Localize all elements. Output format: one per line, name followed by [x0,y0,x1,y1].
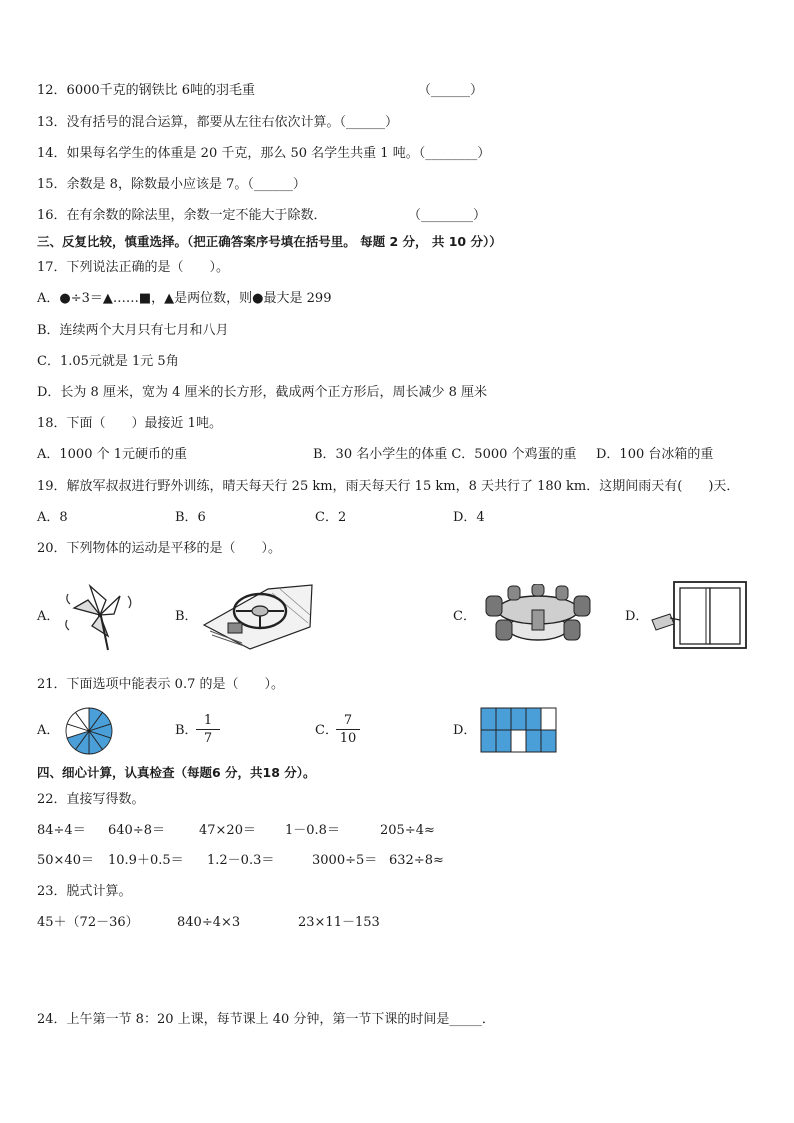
q17-stem: 17．下列说法正确的是（ ）。 [37,260,230,275]
grid-cell [481,730,496,752]
carousel-icon[interactable] [478,584,600,648]
q22-item[interactable]: 205÷4≈ [380,823,435,838]
q23-stem: 23．脱式计算。 [37,884,132,899]
q18-option-bc[interactable]: B．30 名小学生的体重 C．5000 个鸡蛋的重 [313,447,577,462]
q18-option-d[interactable]: D．100 台冰箱的重 [596,447,714,462]
q23-item[interactable]: 840÷4×3 [177,915,241,930]
q20-option-a-label[interactable]: A． [37,609,60,624]
q22-item[interactable]: 640÷8＝ [108,823,165,838]
steering-wheel-icon[interactable] [202,583,314,651]
q14-text: 14．如果每名学生的体重是 20 千克，那么 50 名学生共重 1 吨。（________） [37,146,491,161]
q12-text: 12．6000千克的钢铁比 6吨的羽毛重 [37,83,256,98]
q21-stem: 21．下面选项中能表示 0.7 的是（ ）。 [37,677,284,692]
q22-item[interactable]: 47×20＝ [199,823,256,838]
grid-cell [541,708,556,730]
grid-cell [526,730,541,752]
q13-text: 13．没有括号的混合运算，都要从左往右依次计算。（______） [37,115,399,130]
sliding-window-icon[interactable] [650,580,750,652]
q17-option-d[interactable]: D．长为 8 厘米，宽为 4 厘米的长方形，截成两个正方形后，周长减少 8 厘米 [37,385,488,400]
q15-text: 15．余数是 8，除数最小应该是 7。（______） [37,177,306,192]
grid-fraction-chart[interactable] [480,706,558,754]
fraction-c-denominator: 10 [339,731,357,746]
q20-option-d-label[interactable]: D． [625,609,649,624]
grid-cell [541,730,556,752]
pinwheel-icon[interactable] [62,582,138,652]
q16-text: 16．在有余数的除法里，余数一定不能大于除数． [37,208,327,223]
q18-stem: 18．下面（ ）最接近 1吨。 [37,416,222,431]
fraction-b-denominator: 7 [203,731,213,746]
q19-stem: 19．解放军叔叔进行野外训练，晴天每天行 25 km，雨天每天行 15 km，8 天共行了 180 km．这期间雨天有( )天． [37,479,740,494]
q17-option-b[interactable]: B．连续两个大月只有七月和八月 [37,323,229,338]
q22-item[interactable]: 3000÷5＝ [312,853,378,868]
grid-cell [496,730,511,752]
q18-option-a[interactable]: A．1000 个 1元硬币的重 [37,447,188,462]
grid-cell [481,708,496,730]
fraction-seven-tenths[interactable] [336,713,360,746]
section4-heading: 四、细心计算，认真检查（每题6 分，共18 分）。 [37,765,316,780]
grid-cell [511,730,526,752]
q21-option-c-label[interactable]: C． [315,723,338,738]
q22-item[interactable]: 632÷8≈ [389,853,444,868]
q21-option-d-label[interactable]: D． [453,723,477,738]
q12-answer-blank[interactable]: （______） [418,83,484,98]
q22-item[interactable]: 1.2－0.3＝ [207,853,275,868]
q20-stem: 20．下列物体的运动是平移的是（ ）。 [37,541,282,556]
fraction-c-numerator: 7 [343,713,353,728]
q22-item[interactable]: 10.9＋0.5＝ [108,853,184,868]
q21-option-b-label[interactable]: B． [175,723,198,738]
pie-fraction-chart[interactable] [64,706,114,756]
q22-item[interactable]: 50×40＝ [37,853,94,868]
grid-cell [496,708,511,730]
q17-option-a[interactable]: A．●÷3＝▲……■，▲是两位数，则●最大是 299 [37,291,332,306]
q21-option-a-label[interactable]: A． [37,723,60,738]
q22-item[interactable]: 1－0.8＝ [285,823,340,838]
q16-answer-blank[interactable]: （________） [408,208,487,223]
q23-item[interactable]: 45＋（72－36） [37,915,139,930]
fraction-one-seventh[interactable] [196,713,220,746]
q20-option-b-label[interactable]: B． [175,609,198,624]
q19-option-d[interactable]: D．4 [453,510,485,525]
grid-cell [526,708,541,730]
q17-option-c[interactable]: C．1.05元就是 1元 5角 [37,354,179,369]
q19-option-a[interactable]: A．8 [37,510,68,525]
q22-stem: 22．直接写得数。 [37,792,145,807]
fraction-b-numerator: 1 [203,713,213,728]
section3-heading: 三、反复比较，慎重选择。（把正确答案序号填在括号里。 每题 2 分， 共 10 分）） [37,234,502,249]
q23-item[interactable]: 23×11－153 [298,915,380,930]
q22-item[interactable]: 84÷4＝ [37,823,86,838]
q24-text: 24．上午第一节 8：20 上课，每节课上 40 分钟，第一节下课的时间是_____． [37,1012,495,1027]
q19-option-c[interactable]: C．2 [315,510,347,525]
q20-option-c-label[interactable]: C． [453,609,476,624]
q19-option-b[interactable]: B．6 [175,510,206,525]
grid-cell [511,708,526,730]
